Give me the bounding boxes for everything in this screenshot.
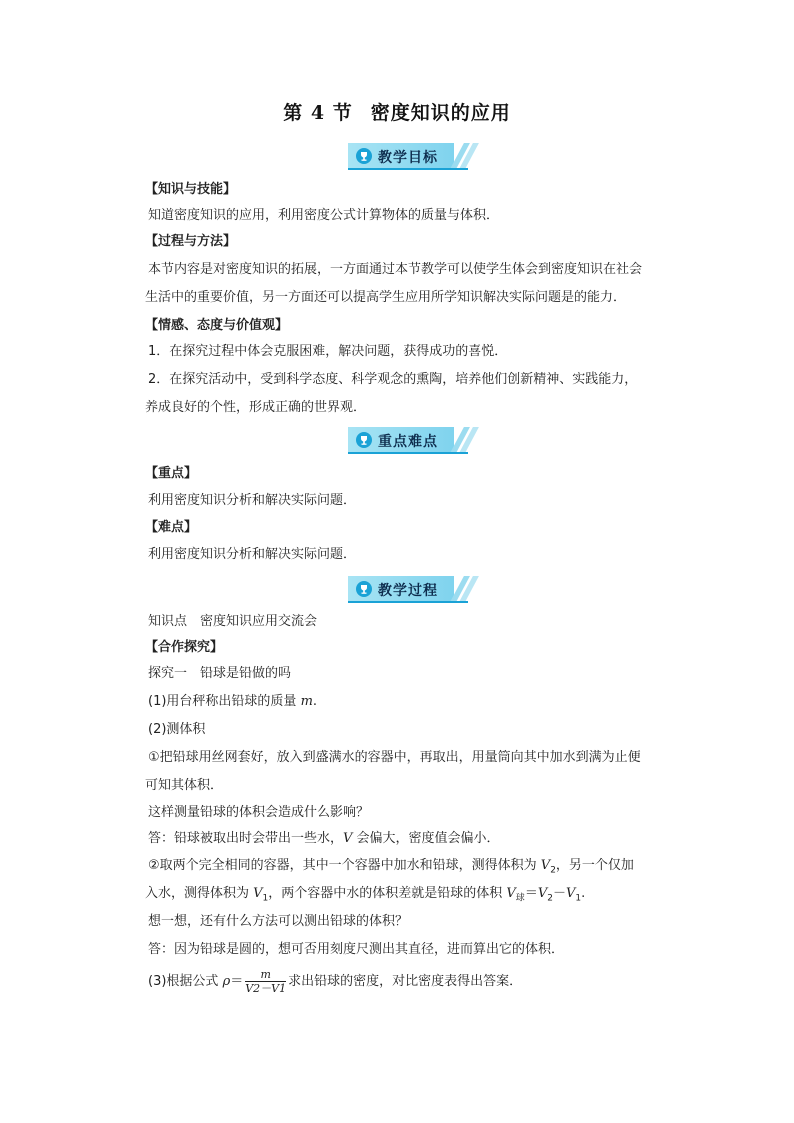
paragraph: 入水，测得体积为 $V_1$，两个容器中水的体积差就是铅球的体积 $V_球=V_2-V_1$. [145,886,586,904]
heading-difficult: 【难点】 [145,520,198,535]
paragraph: 1．在探究过程中体会克服困难，解决问题，获得成功的喜悦． [148,344,508,359]
question: 想一想，还有什么方法可以测出铅球的体积？ [148,914,409,929]
paragraph: 2．在探究活动中，受到科学态度、科学观念的熏陶，培养他们创新精神、实践能力， [148,372,638,387]
paragraph: 利用密度知识分析和解决实际问题． [148,547,357,562]
section-number: 第 4 节 [283,102,353,124]
answer: 答：因为铅球是圆的，想可否用刻度尺测出其直径，进而算出它的体积． [148,942,565,957]
answer: 答：铅球被取出时会带出一些水，V 会偏大，密度值会偏小． [148,831,500,846]
heading-process-method: 【过程与方法】 [145,234,237,249]
banner-teaching-goals [348,143,470,169]
paragraph: 养成良好的个性，形成正确的世界观． [145,400,367,415]
section-title: 密度知识的应用 [370,102,511,124]
banner-label: 重点难点 [378,434,438,450]
heading-emotion-values: 【情感、态度与价值观】 [145,318,289,333]
paragraph: 知道密度知识的应用，利用密度公式计算物体的质量与体积． [148,208,500,223]
paragraph: ②取两个完全相同的容器，其中一个容器中加水和铅球，测得体积为 $V_2$，另一个仅加 [148,858,634,876]
heading-key: 【重点】 [145,466,198,481]
banner-label: 教学过程 [378,583,438,599]
banner-key-difficult [348,427,470,453]
paragraph: 本节内容是对密度知识的拓展，一方面通过本节教学可以使学生体会到密度知识在社会 [148,262,643,277]
step-3: (3)根据公式 ρ＝ $\frac{m}{V2-V1}$ 求出铅球的密度，对比密度表得出答案． [148,968,523,995]
step-1: (1)用台秤称出铅球的质量 m. [148,694,318,709]
inquiry-title: 探究一 铅球是铅做的吗 [148,666,292,681]
paragraph: 可知其体积． [145,778,224,793]
trophy-icon [356,581,372,597]
heading-cooperative-inquiry: 【合作探究】 [145,640,224,655]
banner-teaching-process [348,576,470,602]
question: 这样测量铅球的体积会造成什么影响？ [148,805,370,820]
trophy-icon [356,432,372,448]
density-formula-fraction: $\frac{m}{V2-V1}$ [245,968,287,995]
knowledge-point: 知识点 密度知识应用交流会 [148,614,318,629]
banner-label: 教学目标 [378,150,438,166]
paragraph: ①把铅球用丝网套好，放入到盛满水的容器中，再取出，用量筒向其中加水到满为止便 [148,750,641,765]
page-title [0,98,794,125]
heading-knowledge-skills: 【知识与技能】 [145,182,237,197]
paragraph: 生活中的重要价值，另一方面还可以提高学生应用所学知识解决实际问题是的能力． [145,290,627,305]
step-2: (2)测体积 [148,722,206,737]
trophy-icon [356,148,372,164]
paragraph: 利用密度知识分析和解决实际问题． [148,493,357,508]
